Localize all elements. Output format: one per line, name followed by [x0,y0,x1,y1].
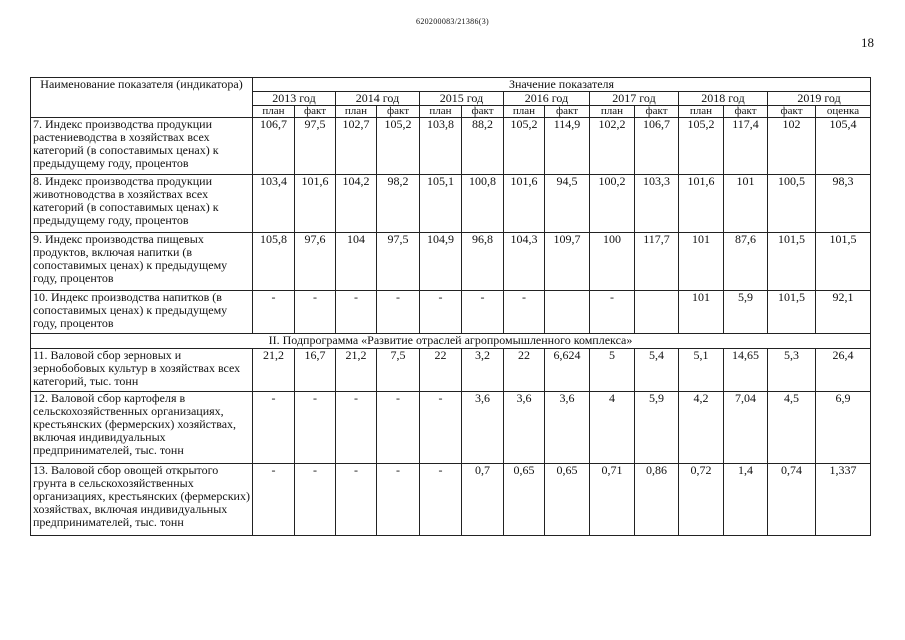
value-cell: 117,7 [635,233,679,291]
indicator-name: 7. Индекс производства продукции растениеводства в хозяйствах всех категорий (в сопоставимых ценах) к предыдущему году, процентов [31,118,253,175]
value-cell: 102,2 [590,118,635,175]
value-cell: 98,3 [816,175,871,233]
value-cell: 100,5 [768,175,816,233]
indicator-name: 12. Валовой сбор картофеля в сельскохозяйственных организациях, крестьянских (фермерских) хозяйствах, включая индивидуальных предпринимателей, тыс. тонн [31,392,253,464]
header-indicator-value: Значение показателя [253,78,871,92]
value-cell: 5,9 [635,392,679,464]
value-cell: 105,1 [420,175,462,233]
value-cell: 3,2 [462,349,504,392]
value-cell: 101 [679,291,724,334]
value-cell: 100,8 [462,175,504,233]
header-plan-fact-cell: факт [724,106,768,118]
indicator-name: 10. Индекс производства напитков (в сопоставимых ценах) к предыдущему году, процентов [31,291,253,334]
value-cell: - [420,464,462,536]
value-cell: 97,5 [377,233,420,291]
value-cell: 109,7 [545,233,590,291]
value-cell: 101,5 [768,233,816,291]
value-cell: 5,9 [724,291,768,334]
value-cell: 0,65 [504,464,545,536]
value-cell: 14,65 [724,349,768,392]
indicator-name: 13. Валовой сбор овощей открытого грунта в сельскохозяйственных организациях, крестьянских (фермерских) хозяйствах, включая индивидуальных предпринимателей, тыс. тонн [31,464,253,536]
value-cell: 88,2 [462,118,504,175]
header-plan-fact-cell: факт [635,106,679,118]
table-row [31,233,871,291]
value-cell: 101 [679,233,724,291]
indicator-name: 8. Индекс производства продукции животноводства в хозяйствах всех категорий (в сопоставимых ценах) к предыдущему году, процентов [31,175,253,233]
header-plan-fact-cell: план [504,106,545,118]
value-cell: 5,1 [679,349,724,392]
header-year: 2019 год [768,92,871,106]
value-cell: 6,624 [545,349,590,392]
value-cell: 101,6 [504,175,545,233]
value-cell: 0,86 [635,464,679,536]
value-cell: 104,2 [336,175,377,233]
header-plan-fact-cell: оценка [816,106,871,118]
value-cell: 22 [504,349,545,392]
table-row [31,291,871,334]
value-cell [635,291,679,334]
value-cell: - [295,392,336,464]
table-row [31,392,871,464]
value-cell: 1,4 [724,464,768,536]
value-cell: 98,2 [377,175,420,233]
value-cell: 22 [420,349,462,392]
value-cell: - [336,464,377,536]
value-cell: 0,72 [679,464,724,536]
header-indicator-name: Наименование показателя (индикатора) [31,78,253,118]
value-cell: - [295,291,336,334]
header-plan-fact-cell: факт [545,106,590,118]
value-cell: 4,5 [768,392,816,464]
header-plan-fact-cell: план [679,106,724,118]
value-cell: - [462,291,504,334]
value-cell: - [377,291,420,334]
header-plan-fact-cell: факт [768,106,816,118]
value-cell: 0,74 [768,464,816,536]
value-cell: 5 [590,349,635,392]
header-plan-fact-cell: план [590,106,635,118]
value-cell: 117,4 [724,118,768,175]
header-year: 2014 год [336,92,420,106]
value-cell: 0,65 [545,464,590,536]
value-cell: 102,7 [336,118,377,175]
value-cell: 97,5 [295,118,336,175]
header-year: 2016 год [504,92,590,106]
value-cell: 21,2 [336,349,377,392]
value-cell: 105,2 [679,118,724,175]
value-cell: 103,4 [253,175,295,233]
value-cell: - [377,464,420,536]
value-cell: 92,1 [816,291,871,334]
value-cell: 101 [724,175,768,233]
value-cell: 105,4 [816,118,871,175]
table-row [31,118,871,175]
document-id: 620200083/21386(3) [416,17,489,26]
value-cell: 103,3 [635,175,679,233]
value-cell: 106,7 [253,118,295,175]
header-plan-fact-cell: факт [462,106,504,118]
subprogram-title: II. Подпрограмма «Развитие отраслей агропромышленного комплекса» [31,334,871,349]
value-cell: 26,4 [816,349,871,392]
value-cell: - [420,392,462,464]
table-row [31,464,871,536]
value-cell: 103,8 [420,118,462,175]
value-cell: 0,71 [590,464,635,536]
value-cell: 4,2 [679,392,724,464]
value-cell: 0,7 [462,464,504,536]
value-cell: 100 [590,233,635,291]
value-cell: - [504,291,545,334]
value-cell: 6,9 [816,392,871,464]
value-cell: 94,5 [545,175,590,233]
value-cell: 101,6 [679,175,724,233]
value-cell: - [336,392,377,464]
value-cell: - [377,392,420,464]
header-plan-fact-cell: план [253,106,295,118]
indicator-name: 9. Индекс производства пищевых продуктов, включая напитки (в сопоставимых ценах) к предыдущему году, процентов [31,233,253,291]
table-row [31,349,871,392]
indicators-table [30,77,871,536]
indicator-name: 11. Валовой сбор зерновых и зернобобовых культур в хозяйствах всех категорий, тыс. тонн [31,349,253,392]
value-cell: 106,7 [635,118,679,175]
value-cell: 105,2 [377,118,420,175]
value-cell [545,291,590,334]
value-cell: - [253,392,295,464]
value-cell: 3,6 [462,392,504,464]
value-cell: 5,4 [635,349,679,392]
value-cell: 114,9 [545,118,590,175]
value-cell: 104,9 [420,233,462,291]
value-cell: 3,6 [504,392,545,464]
header-plan-fact-cell: план [420,106,462,118]
value-cell: 101,5 [768,291,816,334]
header-plan-fact-cell: факт [295,106,336,118]
value-cell: 101,6 [295,175,336,233]
value-cell: 7,5 [377,349,420,392]
value-cell: 100,2 [590,175,635,233]
value-cell: - [336,291,377,334]
value-cell: 4 [590,392,635,464]
header-year: 2017 год [590,92,679,106]
value-cell: 96,8 [462,233,504,291]
value-cell: 87,6 [724,233,768,291]
header-year: 2015 год [420,92,504,106]
section-row [31,334,871,349]
value-cell: 1,337 [816,464,871,536]
value-cell: 97,6 [295,233,336,291]
page-number: 18 [861,35,874,50]
header-plan-fact-cell: факт [377,106,420,118]
value-cell: 105,2 [504,118,545,175]
value-cell: 104 [336,233,377,291]
header-year: 2013 год [253,92,336,106]
value-cell: - [253,291,295,334]
value-cell: 5,3 [768,349,816,392]
value-cell: 104,3 [504,233,545,291]
value-cell: - [253,464,295,536]
table-row [31,175,871,233]
value-cell: 16,7 [295,349,336,392]
value-cell: 105,8 [253,233,295,291]
header-year: 2018 год [679,92,768,106]
value-cell: 21,2 [253,349,295,392]
value-cell: 7,04 [724,392,768,464]
value-cell: 3,6 [545,392,590,464]
value-cell: - [590,291,635,334]
value-cell: 102 [768,118,816,175]
value-cell: - [295,464,336,536]
header-row-title [31,78,871,92]
value-cell: - [420,291,462,334]
header-plan-fact-cell: план [336,106,377,118]
value-cell: 101,5 [816,233,871,291]
